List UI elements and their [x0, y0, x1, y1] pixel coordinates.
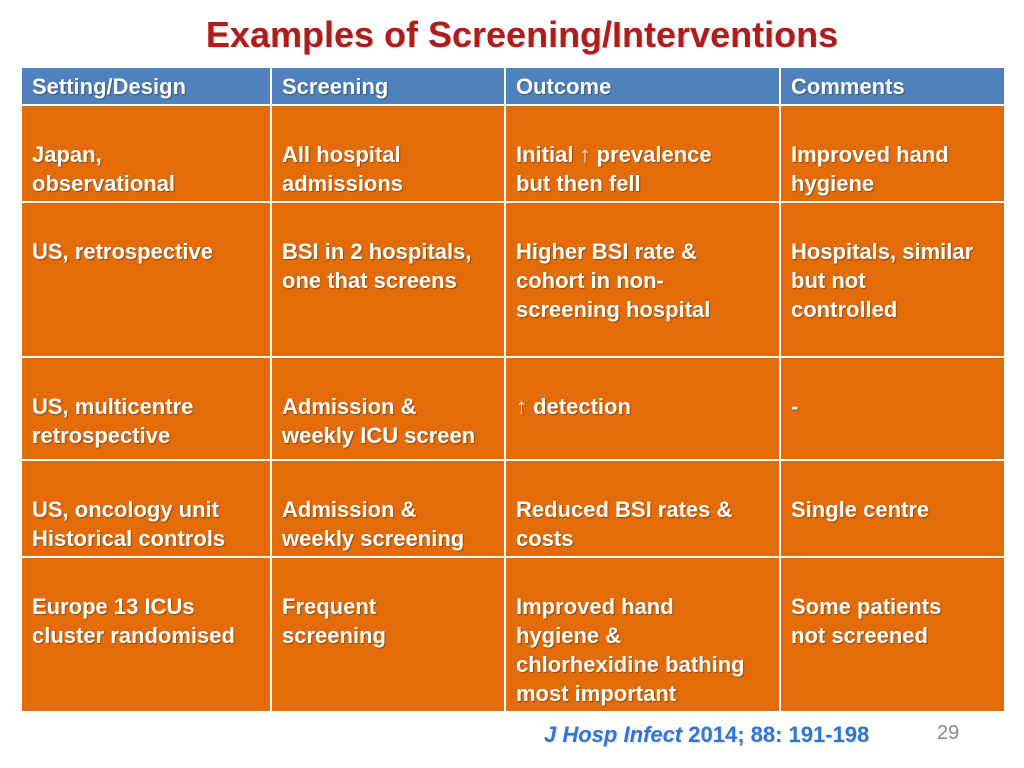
table-row — [21, 202, 1005, 357]
header-setting-design: Setting/Design — [21, 67, 271, 105]
cell-text: - — [791, 394, 799, 419]
table-cell — [271, 460, 505, 557]
citation-journal: J Hosp Infect — [544, 722, 683, 747]
page-number: 29 — [937, 722, 960, 744]
cell-text: Admission & weekly ICU screen — [282, 394, 476, 448]
table-cell — [21, 357, 271, 460]
table-cell — [271, 357, 505, 460]
cell-text: ↑ detection — [516, 394, 631, 419]
cell-text: Europe 13 ICUs cluster randomised — [32, 594, 235, 648]
table-header-row — [21, 67, 1005, 105]
cell-text: Some patients not screened — [791, 594, 942, 648]
cell-text: Japan, observational — [32, 142, 176, 196]
cell-text: Frequent screening — [282, 594, 386, 648]
cell-text: BSI in 2 hospitals, one that screens — [282, 239, 472, 293]
table-cell — [780, 357, 1005, 460]
cell-text: US, retrospective — [32, 239, 213, 264]
table-cell — [271, 557, 505, 712]
table-cell — [780, 105, 1005, 202]
table-cell — [271, 202, 505, 357]
cell-text: Single centre — [791, 497, 930, 522]
header-screening: Screening — [271, 67, 505, 105]
screening-table — [20, 66, 1006, 713]
cell-text: All hospital admissions — [282, 142, 404, 196]
cell-text: Admission & weekly screening — [282, 497, 465, 551]
table-cell — [505, 460, 780, 557]
table-cell — [505, 357, 780, 460]
cell-text: Reduced BSI rates & costs — [516, 497, 733, 551]
cell-text: Improved hand hygiene & chlorhexidine bathing most important — [516, 594, 745, 706]
journal-citation — [544, 722, 869, 748]
cell-text: Improved hand hygiene — [791, 142, 949, 196]
cell-text: Initial ↑ prevalence but then fell — [516, 142, 712, 196]
table-cell — [21, 202, 271, 357]
table-cell — [780, 557, 1005, 712]
table-row — [21, 557, 1005, 712]
cell-text: US, oncology unit Historical controls — [32, 497, 226, 551]
cell-text: US, multicentre retrospective — [32, 394, 194, 448]
table-cell — [505, 202, 780, 357]
table-cell — [780, 202, 1005, 357]
cell-text: Hospitals, similar but not controlled — [791, 239, 974, 322]
table-cell — [21, 105, 271, 202]
header-comments: Comments — [780, 67, 1005, 105]
table-cell — [21, 557, 271, 712]
table-cell — [505, 557, 780, 712]
header-outcome: Outcome — [505, 67, 780, 105]
table-cell — [21, 460, 271, 557]
table-cell — [780, 460, 1005, 557]
table-cell — [505, 105, 780, 202]
table-row — [21, 460, 1005, 557]
slide-title: Examples of Screening/Interventions — [205, 14, 839, 55]
table-row — [21, 357, 1005, 460]
table-row — [21, 105, 1005, 202]
cell-text: Higher BSI rate & cohort in non- screening hospital — [516, 239, 711, 322]
citation-details: 2014; 88: 191-198 — [682, 722, 870, 747]
table-cell — [271, 105, 505, 202]
